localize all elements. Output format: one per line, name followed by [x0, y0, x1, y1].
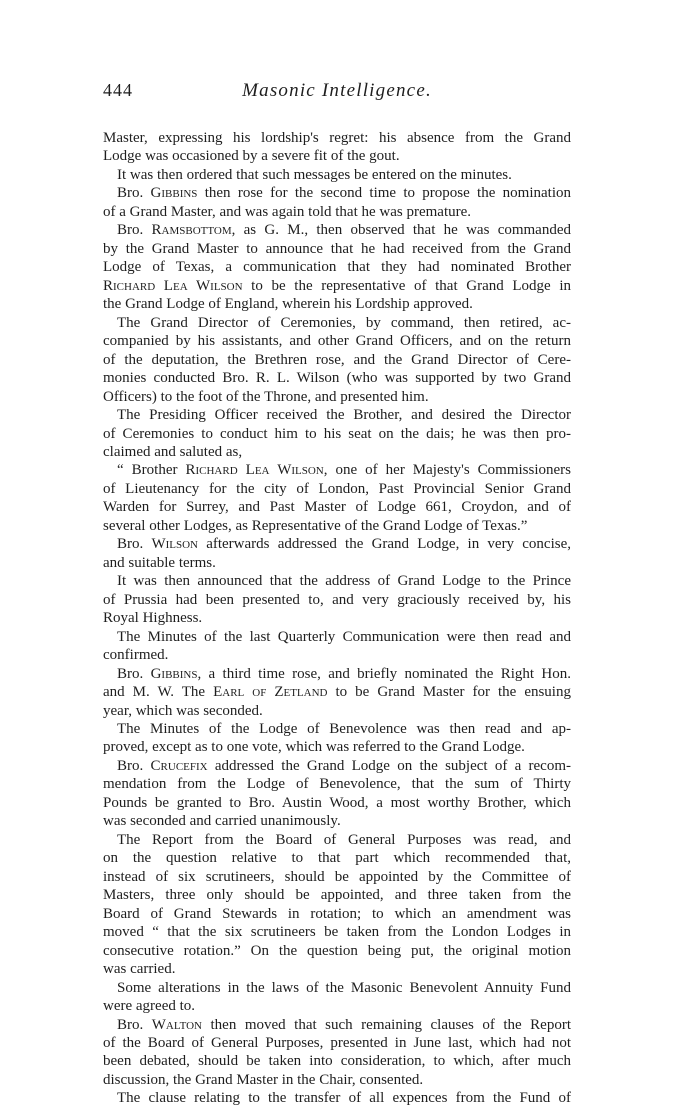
text-run: then rose for the second time to propose the nomination	[197, 185, 571, 202]
text-run: proved, except as to one vote, which was referred to the Grand Lodge.	[103, 739, 525, 756]
text-line	[103, 498, 571, 516]
text-line	[103, 812, 571, 830]
text-run: , a third time rose, and briefly nominated the Right Hon.	[197, 665, 571, 682]
text-run: of the deputation, the Brethren rose, and the Grand Director of Cere-	[103, 351, 571, 368]
text-run: and suitable terms.	[103, 554, 216, 571]
text-line	[103, 369, 571, 387]
text-run: moved “ that the six scrutineers be taken from the London Lodges in	[103, 924, 571, 941]
small-caps-name: Gibbins	[150, 185, 198, 202]
text-line	[103, 942, 571, 960]
text-line	[103, 1071, 571, 1089]
text-run: , as G. M., then observed that he was commanded	[231, 222, 571, 239]
text-line	[103, 517, 571, 535]
text-run: to be Grand Master for the ensuing	[327, 684, 571, 701]
text-line	[103, 831, 571, 849]
text-line	[103, 886, 571, 904]
text-line	[103, 554, 571, 572]
text-run: were agreed to.	[103, 998, 196, 1015]
text-run: Board of Grand Stewards in rotation; to which an amendment was	[103, 905, 571, 922]
small-caps-name: Earl of Zetland	[213, 684, 328, 701]
text-run: by the Grand Master to announce that he had received from the Grand	[103, 240, 571, 257]
text-line	[103, 923, 571, 941]
text-run: of Prussia had been presented to, and very graciously received by, his	[103, 591, 571, 608]
text-line	[103, 351, 571, 369]
text-run: mendation from the Lodge of Benevolence, that the sum of Thirty	[103, 776, 571, 793]
text-line	[103, 720, 571, 738]
text-run: was carried.	[103, 961, 176, 978]
text-run: of Ceremonies to conduct him to his seat on the dais; he was then pro-	[103, 425, 571, 442]
text-run: It was then announced that the address of Grand Lodge to the Prince	[117, 573, 571, 590]
text-line	[103, 277, 571, 295]
text-run: been debated, should be taken into consideration, to which, after much	[103, 1053, 571, 1070]
text-run: Master, expressing his lordship's regret: his absence from the Grand	[103, 130, 571, 146]
body-text	[103, 129, 571, 1108]
text-run: Bro.	[117, 222, 152, 239]
page-header	[103, 80, 571, 106]
text-run: Pounds be granted to Bro. Austin Wood, a most worthy Brother, which	[103, 794, 571, 811]
text-run: The Report from the Board of General Purposes was read, and	[117, 831, 571, 848]
text-run: of Lieutenancy for the city of London, Past Provincial Senior Grand	[103, 480, 571, 497]
text-run: Royal Highness.	[103, 610, 203, 627]
text-line	[103, 868, 571, 886]
text-line	[103, 240, 571, 258]
text-run: to be the representative of that Grand Lodge in	[242, 277, 571, 294]
text-run: Lodge of Texas, a communication that they had nominated Brother	[103, 259, 571, 276]
text-run: Bro.	[117, 536, 152, 553]
text-line	[103, 129, 571, 147]
text-run: The Presiding Officer received the Brother, and desired the Director	[117, 407, 571, 424]
text-line	[103, 443, 571, 461]
text-run: Bro.	[117, 185, 151, 202]
text-run: was seconded and carried unanimously.	[103, 813, 341, 830]
text-line	[103, 646, 571, 664]
text-run: confirmed.	[103, 647, 169, 664]
text-line	[103, 535, 571, 553]
small-caps-name: Walton	[151, 1016, 202, 1033]
text-line	[103, 628, 571, 646]
text-line	[103, 960, 571, 978]
text-run: instead of six scrutineers, should be appointed by the Committee of	[103, 868, 571, 885]
text-run: year, which was seconded.	[103, 702, 263, 719]
text-line	[103, 1034, 571, 1052]
text-run: discussion, the Grand Master in the Chair, consented.	[103, 1071, 424, 1088]
text-line	[103, 314, 571, 332]
text-run: The Minutes of the Lodge of Benevolence was then read and ap-	[117, 721, 571, 737]
text-line	[103, 683, 571, 701]
text-run: Lodge was occasioned by a severe fit of the gout.	[103, 148, 400, 165]
text-line	[103, 591, 571, 609]
text-run: , one of her Majesty's Commissioners	[323, 462, 572, 479]
text-run: and M. W. The	[103, 684, 214, 701]
text-run: Officers) to the foot of the Throne, and presented him.	[103, 388, 429, 405]
text-run: companied by his assistants, and other Grand Officers, and on the return	[103, 333, 571, 350]
text-run: on the question relative to that part which recommended that,	[103, 850, 571, 867]
text-line	[103, 388, 571, 406]
small-caps-name: Gibbins	[150, 665, 198, 682]
text-line	[103, 480, 571, 498]
text-line	[103, 794, 571, 812]
text-line	[103, 221, 571, 239]
text-run: several other Lodges, as Representative of the Grand Lodge of Texas.”	[103, 517, 528, 534]
text-run: The Minutes of the last Quarterly Communication were then read and	[117, 628, 571, 645]
text-run: the Grand Lodge of England, wherein his Lordship approved.	[103, 296, 473, 313]
text-line	[103, 1052, 571, 1070]
text-line	[103, 184, 571, 202]
text-run: Warden for Surrey, and Past Master of Lodge 661, Croydon, and of	[103, 499, 571, 516]
text-line	[103, 406, 571, 424]
text-run: The Grand Director of Ceremonies, by command, then retired, ac-	[117, 314, 571, 331]
text-run: It was then ordered that such messages be entered on the minutes.	[117, 166, 512, 183]
text-run: of a Grand Master, and was again told that he was premature.	[103, 203, 472, 220]
small-caps-name: Wilson	[151, 536, 198, 553]
text-run: Some alterations in the laws of the Masonic Benevolent Annuity Fund	[117, 979, 571, 996]
text-run: Bro.	[117, 1016, 152, 1033]
text-run: The clause relating to the transfer of all expences from the Fund of	[117, 1090, 571, 1107]
text-line	[103, 757, 571, 775]
text-line	[103, 572, 571, 590]
small-caps-name: Richard Lea Wilson	[185, 462, 324, 479]
page-number: 444	[103, 80, 133, 100]
text-run: of the Board of General Purposes, presented in June last, which had not	[103, 1034, 571, 1051]
text-run: then moved that such remaining clauses of the Report	[202, 1016, 571, 1033]
text-line	[103, 295, 571, 313]
text-line	[103, 258, 571, 276]
text-line	[103, 1089, 571, 1107]
text-line	[103, 665, 571, 683]
text-line	[103, 147, 571, 165]
small-caps-name: Crucefix	[150, 757, 208, 774]
text-line	[103, 997, 571, 1015]
text-line	[103, 609, 571, 627]
small-caps-name: Ramsbottom	[151, 222, 232, 239]
text-line	[103, 702, 571, 720]
text-run: Bro.	[117, 665, 151, 682]
text-run: Bro.	[117, 757, 151, 774]
text-run: Masters, three only should be appointed, and three taken from the	[103, 887, 571, 904]
text-run: monies conducted Bro. R. L. Wilson (who was supported by two Grand	[103, 370, 571, 387]
text-line	[103, 775, 571, 793]
text-run: “ Brother	[117, 462, 186, 479]
text-line	[103, 849, 571, 867]
text-run: afterwards addressed the Grand Lodge, in very concise,	[198, 536, 571, 553]
text-line	[103, 203, 571, 221]
text-line	[103, 979, 571, 997]
text-line	[103, 905, 571, 923]
text-line	[103, 1016, 571, 1034]
text-line	[103, 332, 571, 350]
text-run: claimed and saluted as,	[103, 443, 243, 460]
text-run: addressed the Grand Lodge on the subject of a recom-	[207, 757, 572, 774]
text-line	[103, 738, 571, 756]
small-caps-name: Richard Lea Wilson	[103, 277, 243, 294]
running-title: Masonic Intelligence.	[242, 80, 432, 101]
text-line	[103, 461, 571, 479]
text-line	[103, 166, 571, 184]
text-line	[103, 425, 571, 443]
text-run: consecutive rotation.” On the question being put, the original motion	[103, 942, 571, 959]
